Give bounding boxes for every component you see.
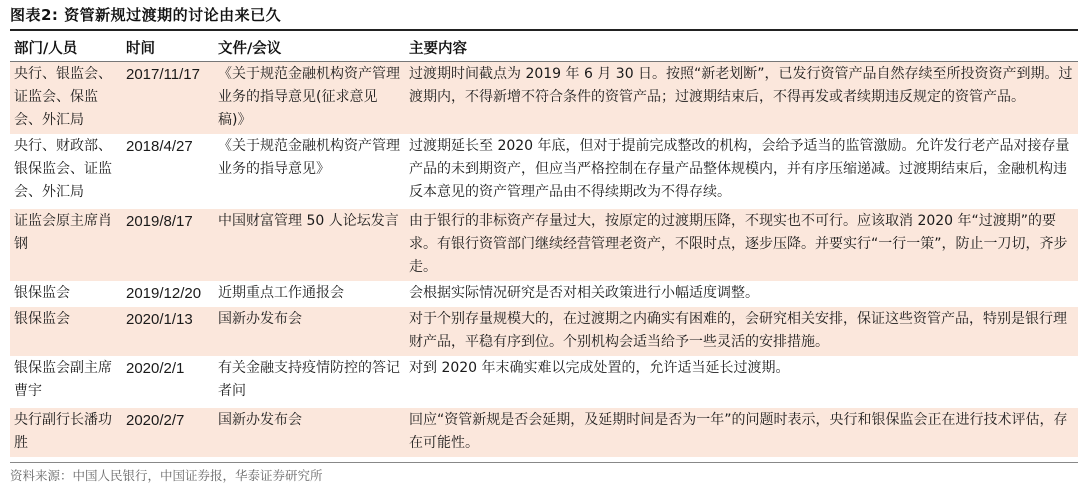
cell-dept: 证监会原主席肖钢: [10, 208, 122, 282]
cell-doc: 中国财富管理 50 人论坛发言: [214, 208, 405, 282]
source-rule: [10, 462, 1078, 463]
table-row: [10, 307, 1078, 356]
cell-doc: 近期重点工作通报会: [218, 285, 344, 301]
cell-doc: 《关于规范金融机构资产管理业务的指导意见(征求意见稿)》: [214, 62, 405, 135]
cell-doc: 有关金融支持疫情防控的答记者问: [218, 360, 400, 399]
cell-content: 过渡期时间截点为 2019 年 6 月 30 日。按照“新老划断”，已发行资管产品自然存续至所投资资产到期。过渡期内，不得新增不符合条件的资管产品；过渡期结束后，不得再发或者续期违反规定的资管产品。: [405, 62, 1078, 135]
table-row: [10, 356, 1078, 407]
cell-doc: 国新办发布会: [214, 407, 405, 458]
header-date: 时间: [122, 33, 214, 62]
cell-content: 对于个别存量规模大的，在过渡期之内确实有困难的，会研究相关安排，保证这些资管产品，特别是银行理财产品，平稳有序到位。个别机构会适当给予一些灵活的安排措施。: [405, 307, 1078, 356]
header-dept: 部门/人员: [10, 33, 122, 62]
cell-dept: 银保监会副主席曹宇: [14, 360, 112, 399]
cell-content: 由于银行的非标资产存量过大，按原定的过渡期压降，不现实也不可行。应该取消 2020 年“过渡期”的要求。有银行资管部门继续经营管理老资产，不限时点，逐步压降。并要实行“一行一策”，防止一刀切，齐步走。: [405, 208, 1078, 282]
cell-date: 2020/1/13: [122, 307, 214, 356]
title-rule: [10, 29, 1078, 31]
cell-date: 2020/2/7: [122, 407, 214, 458]
cell-content: 过渡期延长至 2020 年底，但对于提前完成整改的机构，会给予适当的监管激励。允许发行老产品对接存量产品的未到期资产，但应当严格控制在存量产品整体规模内，并有序压缩递减。过渡期结束后，金融机构违反本意见的资产管理产品由不得续期改为不得存续。: [409, 138, 1070, 200]
source-note: 资料来源：中国人民银行，中国证券报，华泰证券研究所: [10, 468, 323, 483]
header-content: 主要内容: [405, 33, 1078, 62]
cell-dept: 银保监会: [10, 307, 122, 356]
cell-dept: 央行、财政部、银保监会、证监会、外汇局: [14, 138, 112, 200]
cell-date: 2020/2/1: [126, 360, 185, 377]
cell-dept: 央行副行长潘功胜: [10, 407, 122, 458]
cell-doc: 《关于规范金融机构资产管理业务的指导意见》: [218, 138, 400, 177]
policy-table: [10, 33, 1078, 457]
cell-date: 2017/11/17: [122, 62, 214, 135]
cell-date: 2018/4/27: [126, 138, 193, 155]
header-doc: 文件/会议: [214, 33, 405, 62]
cell-content: 会根据实际情况研究是否对相关政策进行小幅适度调整。: [409, 285, 759, 301]
cell-date: 2019/8/17: [122, 208, 214, 282]
cell-content: 对到 2020 年末确实难以完成处置的，允许适当延长过渡期。: [409, 360, 790, 376]
table-row: [10, 134, 1078, 208]
table-header-row: [10, 33, 1078, 62]
cell-content: 回应“资管新规是否会延期，及延期时间是否为一年”的问题时表示，央行和银保监会正在进行技术评估，存在可能性。: [405, 407, 1078, 458]
cell-date: 2019/12/20: [126, 285, 202, 302]
table-row: [10, 208, 1078, 282]
cell-dept: 央行、银监会、证监会、保监会、外汇局: [10, 62, 122, 135]
table-row: [10, 62, 1078, 135]
cell-doc: 国新办发布会: [214, 307, 405, 356]
cell-dept: 银保监会: [14, 285, 70, 301]
chart-title: 图表2: 资管新规过渡期的讨论由来已久: [10, 6, 282, 24]
table-row: [10, 407, 1078, 458]
table-row: [10, 281, 1078, 307]
